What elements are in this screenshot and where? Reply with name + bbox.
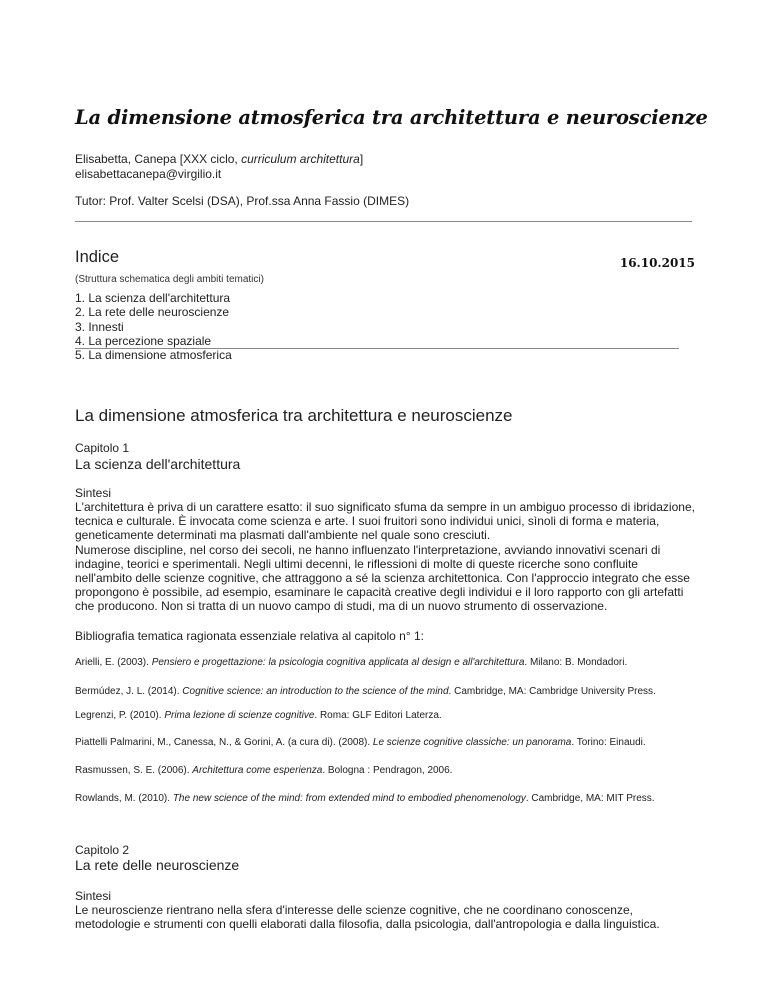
chapter-2-sintesi-label: Sintesi (75, 889, 112, 903)
author-suffix: ] (359, 152, 364, 166)
divider (75, 348, 679, 349)
author-name: Elisabetta, Canepa [XXX ciclo, (75, 152, 242, 166)
chapter-2-label: Capitolo 2 (75, 843, 130, 857)
toc-item: 4. La percezione spaziale (75, 333, 212, 348)
bibliography-entry: Legrenzi, P. (2010). Prima lezione di scienze cognitive. Roma: GLF Editori Laterza. (75, 710, 442, 721)
toc-item: 3. Innesti (75, 319, 124, 334)
section-heading: La dimensione atmosferica tra architettura e neuroscienze (75, 406, 513, 425)
document-title: La dimensione atmosferica tra architettura e neuroscienze (75, 106, 708, 129)
author-email[interactable]: elisabettacanepa@virgilio.it (75, 167, 222, 181)
chapter-1-sintesi-text: L'architettura è priva di un carattere esatto: il suo significato sfuma da sempre in un ambiguo processo di ibridazione, tecnica e culturale. È invocata come scienza e arte. I suoi fruitori sono individui unici, sìnoli di forma e materia, geneticamente determinati ma plasmati dall'ambiente nel quale sono cresciuti. Numerose discipline, nel corso dei secoli, ne hanno influenzato l'interpretazione, avviando innovativi scenari di indagine, teorici e sperimentali. Negli ultimi decenni, le riflessioni di molte di queste ricerche sono confluite nell'ambito delle scienze cognitive, che attraggono a sé la scienza architettonica. Con l'approccio integrato che esse propongono è possibile, ad esempio, esaminare le capacità creative degli individui e il loro rapporto con gli artefatti che producono. Non si tratta di un nuovo campo di studi, ma di un nuovo strumento di osservazione. (75, 500, 695, 614)
bibliography-entry: Rowlands, M. (2010). The new science of the mind: from extended mind to embodied phenomenology. Cambridge, MA: MIT Press. (75, 793, 655, 804)
bibliography-entry: Arielli, E. (2003). Pensiero e progettazione: la psicologia cognitiva applicata al design e all'architettura. Milano: B. Mondadori. (75, 657, 628, 668)
indice-heading: Indice (75, 248, 120, 266)
document-date: 16.10.2015 (619, 256, 695, 270)
bibliography-entry: Rasmussen, S. E. (2006). Architettura come esperienza. Bologna : Pendragon, 2006. (75, 765, 453, 776)
chapter-2-sintesi-text: Le neuroscienze rientrano nella sfera d'interesse delle scienze cognitive, che ne coordinano conoscenze, metodologie e strumenti con quelli elaborati dalla filosofia, dalla psicologia, dall'antropologia e dalla linguistica. (75, 903, 660, 932)
bibliography-entry: Bermúdez, J. L. (2014). Cognitive science: an introduction to the science of the mind. Cambridge, MA: Cambridge University Press. (75, 686, 656, 697)
indice-subtitle: (Struttura schematica degli ambiti tematici) (75, 274, 264, 285)
divider (75, 221, 692, 222)
author-block (75, 152, 363, 182)
toc-item: 2. La rete delle neuroscienze (75, 305, 230, 320)
bibliography-entry: Piattelli Palmarini, M., Canessa, N., & Gorini, A. (a cura di). (2008). Le scienze cognitive classiche: un panorama. Torino: Einaudi. (75, 737, 646, 748)
chapter-2-title: La rete delle neuroscienze (75, 857, 240, 873)
bibliography-heading: Bibliografia tematica ragionata essenziale relativa al capitolo n° 1: (75, 629, 424, 643)
toc-item: 5. La dimensione atmosferica (75, 348, 232, 363)
author-curriculum: curriculum architettura (241, 152, 360, 166)
author-line (75, 152, 363, 167)
chapter-1-label: Capitolo 1 (75, 441, 130, 455)
chapter-1-title: La scienza dell'architettura (75, 456, 241, 472)
tutor-line: Tutor: Prof. Valter Scelsi (DSA), Prof.ssa Anna Fassio (DIMES) (75, 194, 410, 208)
chapter-1-sintesi-label: Sintesi (75, 486, 112, 500)
table-of-contents (75, 291, 232, 362)
toc-item: 1. La scienza dell'architettura (75, 291, 231, 305)
